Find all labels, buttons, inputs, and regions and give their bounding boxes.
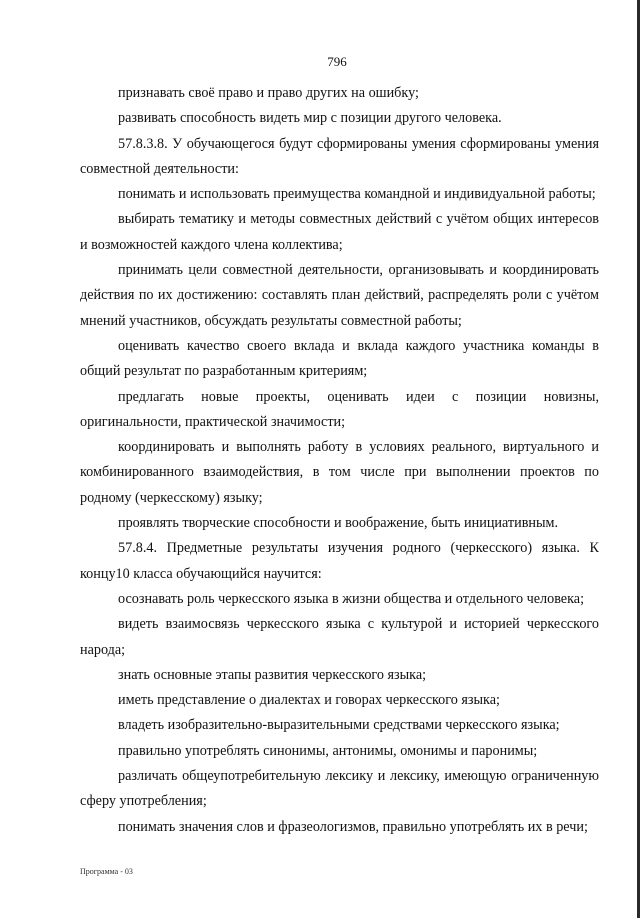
paragraph: осознавать роль черкесского языка в жизни общества и отдельного человека; xyxy=(118,590,585,607)
paragraph: координировать и выполнять работу в условиях реального, виртуального и комбинированного взаимодействия, в том числе при выполнении проектов по родному (черкесскому) языку; xyxy=(80,439,599,506)
page-footer: Программа - 03 xyxy=(80,867,133,876)
paragraph: развивать способность видеть мир с позиции другого человека. xyxy=(118,110,502,127)
paragraph: понимать и использовать преимущества командной и индивидуальной работы; xyxy=(118,186,596,203)
paragraph: 57.8.4. Предметные результаты изучения родного (черкесского) языка. К концу10 класса обучающийся научится: xyxy=(80,540,599,582)
paragraph: 57.8.3.8. У обучающегося будут сформированы умения сформированы умения совместной деятельности: xyxy=(80,135,599,177)
paragraph: проявлять творческие способности и воображение, быть инициативным. xyxy=(118,515,559,532)
body-text xyxy=(80,81,599,840)
paragraph: выбирать тематику и методы совместных действий с учётом общих интересов и возможностей каждого члена коллектива; xyxy=(80,211,599,253)
paragraph: принимать цели совместной деятельности, организовывать и координировать действия по их достижению: составлять план действий, распределять роли с учётом мнений участников, обсуждать результаты совместной работы; xyxy=(80,262,599,329)
paragraph: признавать своё право и право других на ошибку; xyxy=(118,85,419,101)
paragraph: правильно употреблять синонимы, антонимы, омонимы и паронимы; xyxy=(118,742,538,759)
paragraph: понимать значения слов и фразеологизмов, правильно употреблять их в речи; xyxy=(118,818,588,835)
paragraph: предлагать новые проекты, оценивать идеи с позиции новизны, оригинальности, практической значимости; xyxy=(80,388,599,430)
paragraph: владеть изобразительно-выразительными средствами черкесского языка; xyxy=(118,717,560,734)
paragraph: знать основные этапы развития черкесского языка; xyxy=(118,666,427,683)
paragraph: оценивать качество своего вклада и вклада каждого участника команды в общий результат по разработанным критериям; xyxy=(80,337,599,380)
paragraph: различать общеупотребительную лексику и лексику, имеющую ограниченную сферу употребления; xyxy=(80,768,599,810)
paragraph: видеть взаимосвязь черкесского языка с культурой и историей черкесского народа; xyxy=(80,616,599,658)
page-number: 796 xyxy=(327,54,347,69)
paragraph: иметь представление о диалектах и говорах черкесского языка; xyxy=(118,692,500,709)
